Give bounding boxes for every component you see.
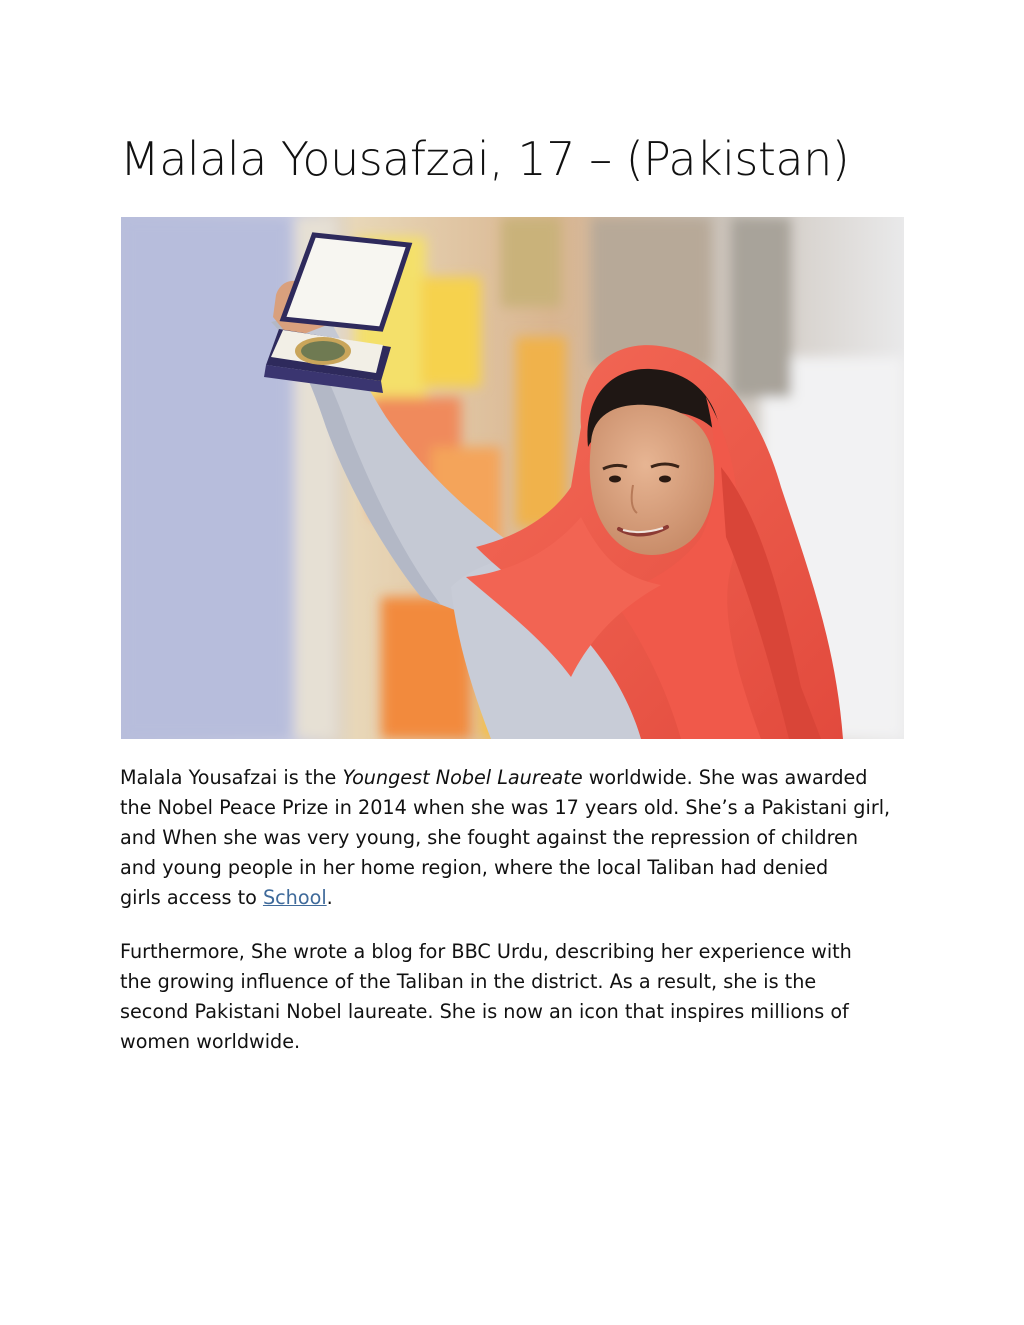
paragraph-intro — [120, 763, 920, 913]
paragraph-line: and When she was very young, she fought against the repression of children — [120, 826, 858, 849]
paragraph-line: women worldwide. — [120, 1030, 301, 1053]
paragraph-line: girls access to School. — [120, 886, 333, 909]
paragraph-line: Furthermore, She wrote a blog for BBC Urdu, describing her experience with — [120, 940, 852, 963]
paragraph-blog — [120, 937, 920, 1057]
emphasis-text: Youngest Nobel Laureate — [342, 766, 583, 789]
paragraph-line: Malala Yousafzai is the Youngest Nobel Laureate worldwide. She was awarded — [120, 766, 868, 789]
photo-illustration — [121, 217, 904, 739]
page-title: Malala Yousafzai, 17 – (Pakistan) — [120, 132, 850, 186]
paragraph-line: the growing influence of the Taliban in the district. As a result, she is the — [120, 970, 817, 993]
paragraph-line: and young people in her home region, where the local Taliban had denied — [120, 856, 829, 879]
school-link[interactable]: School — [262, 886, 327, 909]
paragraph-line: the Nobel Peace Prize in 2014 when she was 17 years old. She’s a Pakistani girl, — [120, 796, 891, 819]
malala-photo — [121, 217, 904, 739]
paragraph-line: second Pakistani Nobel laureate. She is now an icon that inspires millions of — [120, 1000, 849, 1023]
